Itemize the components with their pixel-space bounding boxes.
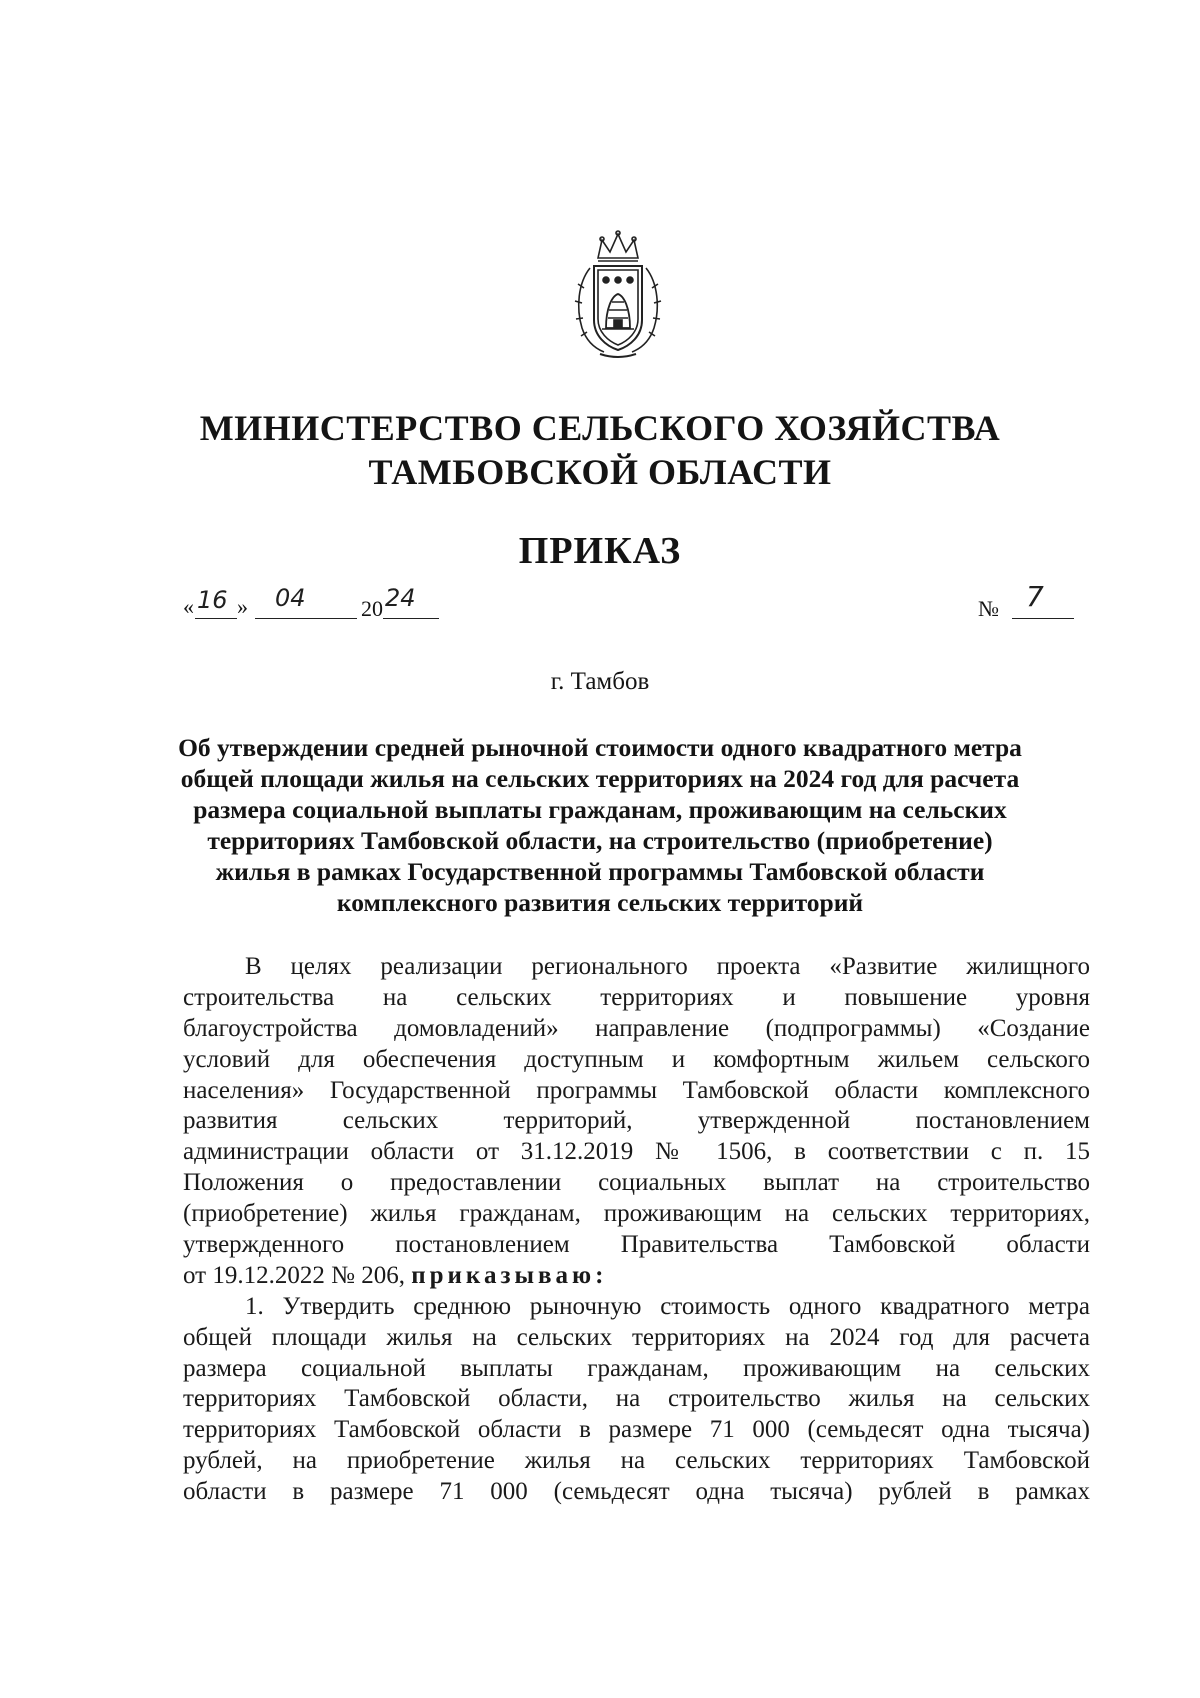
body-line: благоустройства домовладений» направление (подпрограммы) «Создание (183, 1014, 1090, 1042)
ministry-name (150, 406, 1050, 494)
ministry-name-line-1: МИНИСТЕРСТВО СЕЛЬСКОГО ХОЗЯЙСТВА (199, 408, 1001, 448)
item-1-line: рублей, на приобретение жилья на сельских территориях Тамбовской (183, 1447, 1090, 1475)
body-line: строительства на сельских территориях и повышение уровня (183, 983, 1090, 1011)
order-directive: приказываю: (411, 1261, 608, 1289)
date-year-prefix: 20 (361, 596, 383, 621)
item-1-line: 1. Утвердить среднюю рыночную стоимость одного квадратного метра (245, 1292, 1090, 1320)
subject-line: общей площади жилья на сельских территориях на 2024 год для расчета (180, 764, 1020, 793)
body-line-final-start: от 19.12.2022 № 206, (183, 1261, 412, 1289)
body-line: условий для обеспечения доступным и комфортным жильем сельского (183, 1045, 1090, 1073)
order-subject (160, 732, 1040, 918)
body-line: утвержденного постановлением Правительства Тамбовской области (183, 1231, 1090, 1259)
date-open-quote: « (183, 594, 194, 619)
body-line-final (183, 1261, 1090, 1292)
date-line (183, 586, 483, 626)
order-number-value: 7 (1026, 580, 1044, 613)
date-year-suffix: 24 (385, 584, 416, 612)
body-line: развития сельских территорий, утвержденной постановлением (183, 1107, 1090, 1135)
body-line: администрации области от 31.12.2019 № 1506, в соответствии с п. 15 (183, 1138, 1090, 1166)
body-line: Положения о предоставлении социальных выплат на строительство (183, 1169, 1090, 1197)
item-1-line: области в размере 71 000 (семьдесят одна тысяча) рублей в рамках (183, 1478, 1090, 1506)
date-day: 16 (197, 586, 228, 614)
subject-line: размера социальной выплаты гражданам, проживающим на сельских (193, 795, 1007, 824)
subject-line: жилья в рамках Государственной программы Тамбовской области (215, 857, 985, 886)
item-1-line: общей площади жилья на сельских территориях на 2024 год для расчета (183, 1323, 1090, 1351)
item-1-line: размера социальной выплаты гражданам, проживающим на сельских (183, 1354, 1090, 1382)
subject-line: комплексного развития сельских территорий (336, 888, 864, 917)
order-number (978, 580, 1078, 626)
body-line: В целях реализации регионального проекта «Развитие жилищного (245, 953, 1090, 980)
ministry-name-line-2: ТАМБОВСКОЙ ОБЛАСТИ (368, 452, 832, 492)
date-close-quote: » (237, 594, 248, 619)
document-type-title: ПРИКАЗ (518, 530, 682, 572)
body-line: населения» Государственной программы Тамбовской области комплексного (183, 1076, 1090, 1104)
date-month: 04 (275, 584, 306, 612)
coat-of-arms-icon (568, 228, 668, 360)
subject-line: территориях Тамбовской области, на строительство (приобретение) (207, 826, 993, 855)
order-number-label: № (978, 596, 999, 621)
subject-line: Об утверждении средней рыночной стоимости одного квадратного метра (178, 733, 1022, 762)
issue-city: г. Тамбов (550, 668, 650, 695)
item-1-line: территориях Тамбовской области, на строительство жилья на сельских (183, 1385, 1090, 1413)
body-line: (приобретение) жилья гражданам, проживающим на сельских территориях, (183, 1200, 1090, 1228)
order-body (183, 952, 1090, 1508)
item-1-line: территориях Тамбовской области в размере 71 000 (семьдесят одна тысяча) (183, 1416, 1090, 1444)
